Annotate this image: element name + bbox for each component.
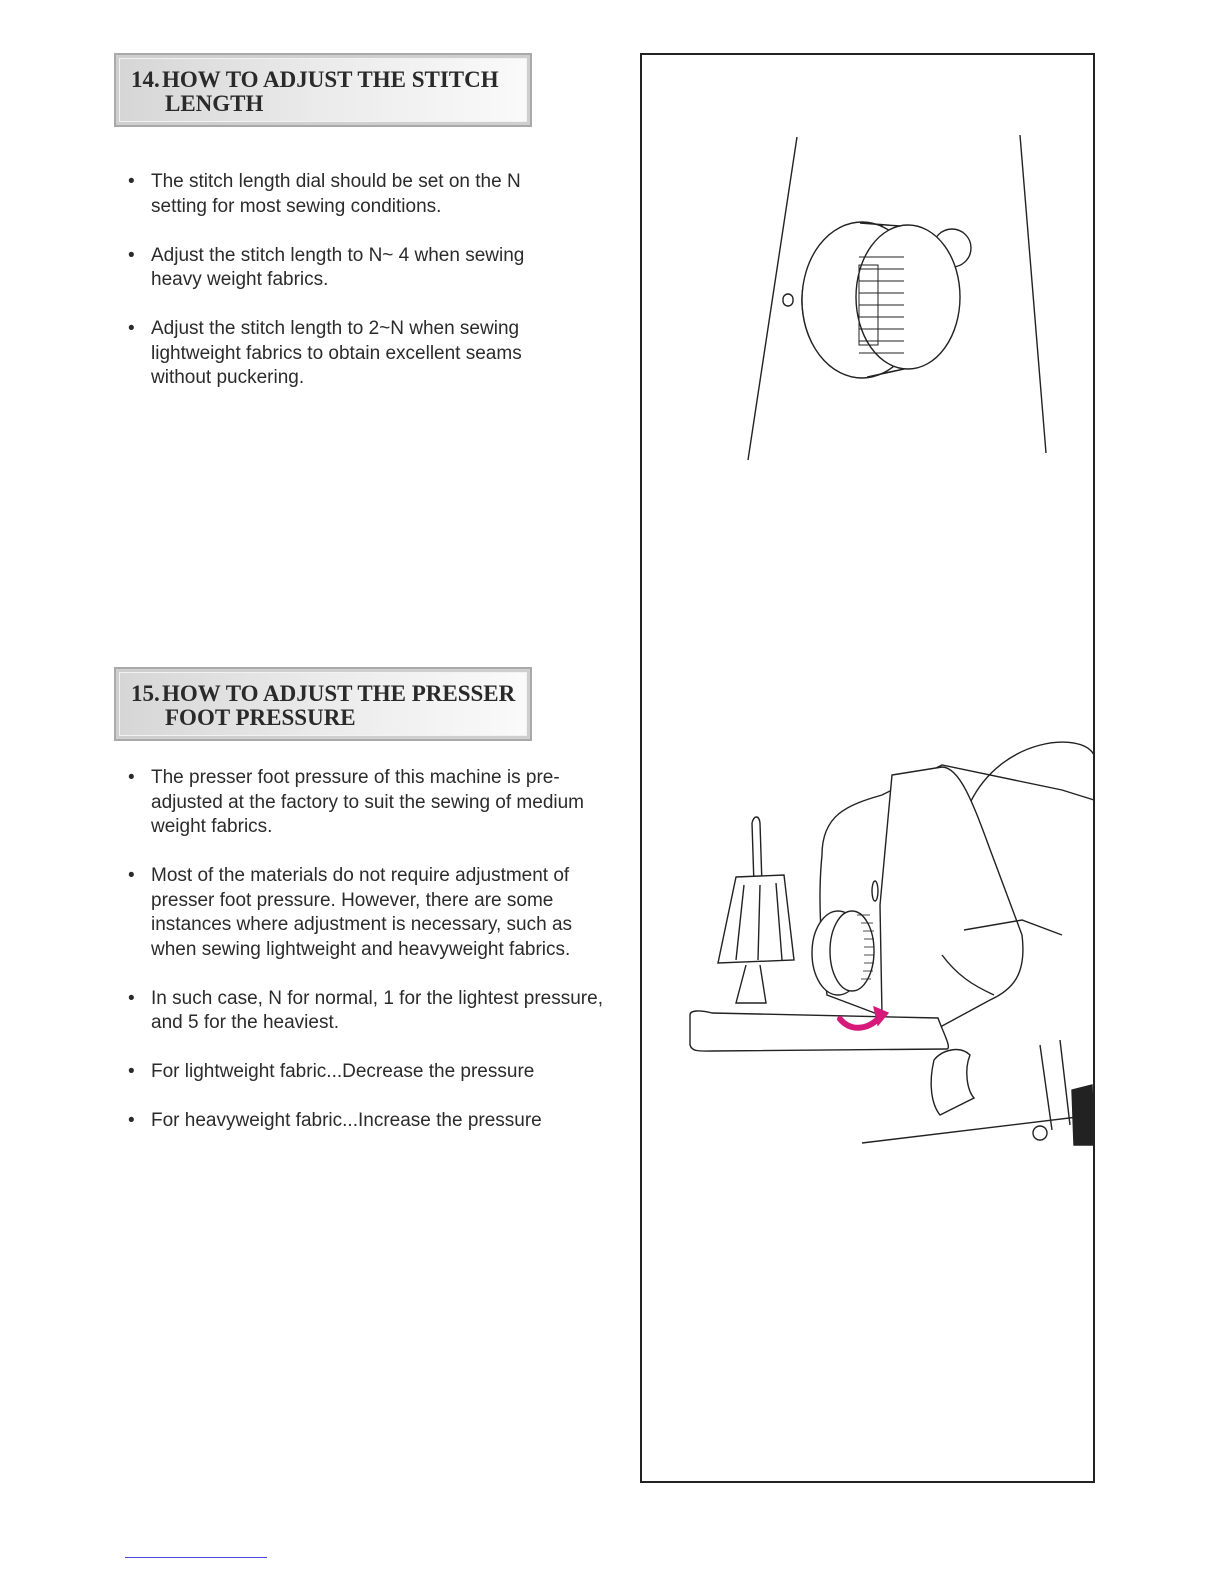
bullet-text: For heavyweight fabric...Increase the pressure <box>151 1110 542 1131</box>
bullet-item <box>128 244 628 293</box>
bullet-text: For lightweight fabric...Decrease the pressure <box>151 1061 535 1082</box>
section-15-title: HOW TO ADJUST THE PRESSER <box>162 681 516 706</box>
footer-divider <box>125 1557 267 1558</box>
section-15-title-line-1 <box>131 682 526 706</box>
section-14-number: 14. <box>131 67 160 92</box>
presser-foot-pressure-dial-icon <box>690 742 1094 1145</box>
bullet-text: In such case, N for normal, 1 for the lightest pressure, and 5 for the heaviest. <box>151 987 603 1033</box>
bullet-icon: • <box>128 1061 135 1082</box>
bullet-text: Most of the materials do not require adjustment of presser foot pressure. However, there are some instances where adjustment is necessary, such as when sewing lightweight and heavyweight fabrics. <box>151 865 573 960</box>
bullet-item <box>128 987 628 1036</box>
section-14-header <box>114 53 532 127</box>
bullet-item <box>128 1109 628 1134</box>
section-14-bullet-list <box>128 170 628 415</box>
section-14-title-line-1 <box>131 68 526 92</box>
bullet-item <box>128 864 628 962</box>
bullet-item <box>128 1060 628 1085</box>
illustration-panel <box>640 53 1095 1483</box>
bullet-icon: • <box>128 767 135 788</box>
section-15-number: 15. <box>131 681 160 706</box>
section-15-title-line-2: FOOT PRESSURE <box>165 705 356 730</box>
section-14-title-line-2: LENGTH <box>165 91 264 116</box>
bullet-text: The stitch length dial should be set on the N setting for most sewing conditions. <box>151 171 521 217</box>
bullet-item <box>128 317 628 391</box>
bullet-icon: • <box>128 318 135 339</box>
bullet-text: The presser foot pressure of this machine is pre- adjusted at the factory to suit the sewing of medium weight fabrics. <box>151 767 585 837</box>
stitch-length-dial-icon <box>748 135 1046 460</box>
bullet-item <box>128 170 628 219</box>
bullet-icon: • <box>128 1110 135 1131</box>
bullet-icon: • <box>128 987 135 1009</box>
section-14-title: HOW TO ADJUST THE STITCH <box>162 67 499 92</box>
bullet-text: Adjust the stitch length to 2~N when sewing lightweight fabrics to obtain excellent seams without puckering. <box>151 318 522 388</box>
bullet-item <box>128 766 628 840</box>
section-15-bullet-list <box>128 766 628 1158</box>
bullet-icon: • <box>128 171 135 192</box>
bullet-text: Adjust the stitch length to N~ 4 when sewing heavy weight fabrics. <box>151 244 525 290</box>
bullet-icon: • <box>128 865 135 886</box>
bullet-icon: • <box>128 244 135 266</box>
section-15-header <box>114 667 532 741</box>
